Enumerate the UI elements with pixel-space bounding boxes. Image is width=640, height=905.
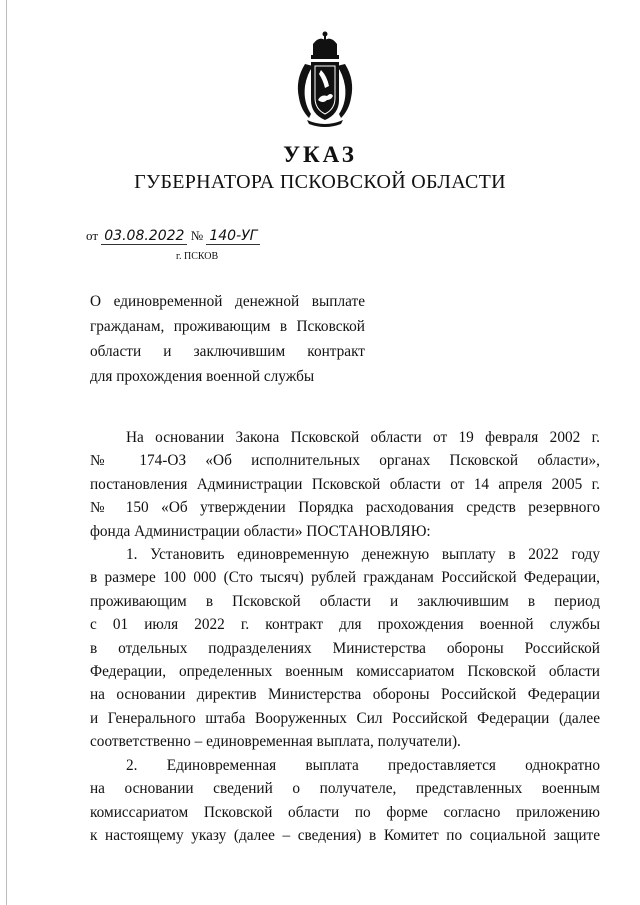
text-line: соответственно – единовременная выплата, получатели).	[90, 733, 461, 751]
decree-subject	[90, 289, 365, 389]
decree-body	[90, 426, 600, 847]
preamble-paragraph	[90, 426, 600, 543]
text-line: проживающим в Псковской области и заключившим в период	[90, 592, 600, 610]
subject-line: для прохождения военной службы	[90, 368, 315, 385]
text-line: к настоящему указу (далее – сведения) в Комитет по социальной защите	[90, 826, 600, 844]
text-line: на основании сведений о получателе, представленных военным	[90, 780, 600, 798]
page-edge	[6, 0, 7, 905]
text-line: с 01 июля 2022 г. контракт для прохождения военной службы	[90, 616, 600, 634]
text-line: комиссариатом Псковской области по форме согласно приложению	[90, 803, 600, 821]
text-line: на основании директив Министерства обороны Российской Федерации	[90, 686, 600, 704]
text-line: постановления Администрации Псковской области от 14 апреля 2005 г.	[90, 475, 600, 493]
text-line: в размере 100 000 (Сто тысяч) рублей гражданам Российской Федерации,	[90, 569, 600, 587]
document-subtitle: ГУБЕРНАТОРА ПСКОВСКОЙ ОБЛАСТИ	[134, 171, 506, 193]
date-prefix: от	[86, 228, 99, 243]
number-prefix: №	[190, 228, 204, 243]
document-title: УКАЗ	[283, 142, 357, 167]
subject-line: гражданам, проживающим в Псковской	[90, 318, 365, 335]
date-number-line	[86, 228, 260, 244]
item-1-paragraph	[90, 543, 600, 754]
coat-of-arms-icon	[289, 30, 361, 130]
subject-line: области и заключившим контракт	[90, 343, 365, 360]
subject-line: О единовременной денежной выплате	[90, 293, 365, 310]
text-line: фонда Администрации области» ПОСТАНОВЛЯЮ:	[90, 522, 431, 540]
item-2-paragraph	[90, 754, 600, 848]
text-line: и Генерального штаба Вооруженных Сил Российской Федерации (далее	[90, 709, 600, 727]
date-value: 03.08.2022	[101, 228, 187, 245]
text-line: № 174-ОЗ «Об исполнительных органах Псковской области»,	[90, 452, 600, 470]
text-line: На основании Закона Псковской области от 19 февраля 2002 г.	[126, 429, 600, 446]
text-line: № 150 «Об утверждении Порядка расходования средств резервного	[90, 499, 600, 517]
text-line: 2. Единовременная выплата предоставляется однократно	[126, 756, 600, 774]
text-line: в отдельных подразделениях Министерства обороны Российской	[90, 639, 600, 657]
number-value: 140-УГ	[206, 228, 260, 245]
text-line: Федерации, определенных военным комиссариатом Псковской области	[90, 663, 600, 681]
city-label: г. ПСКОВ	[176, 251, 219, 262]
text-line: 1. Установить единовременную денежную выплату в 2022 году	[126, 546, 600, 564]
